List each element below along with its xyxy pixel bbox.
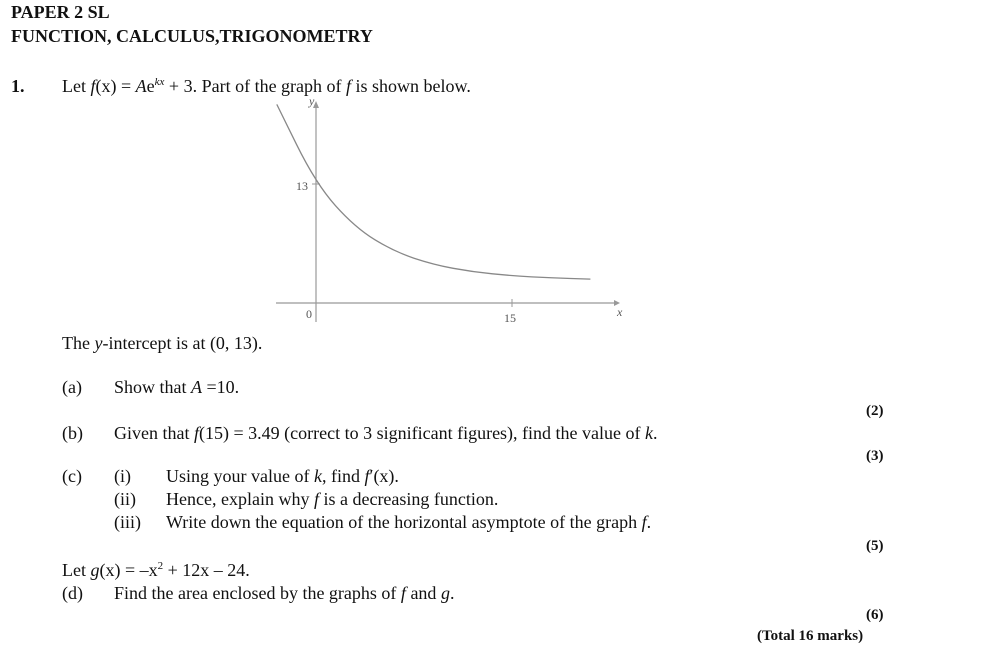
paper-subtitle: FUNCTION, CALCULUS,TRIGONOMETRY <box>11 26 373 46</box>
part-c-iii-label: (iii) <box>114 512 141 532</box>
x-axis-label: x <box>617 305 623 319</box>
y-tick-label-13: 13 <box>296 179 308 193</box>
intercept-statement: The y-intercept is at (0, 13). <box>62 333 263 353</box>
part-a-label: (a) <box>62 377 82 397</box>
question-number: 1. <box>11 76 25 96</box>
part-c-iii-text: Write down the equation of the horizontal asymptote of the graph f. <box>166 512 652 532</box>
x-tick-label-0: 0 <box>306 307 312 321</box>
question-intro: Let $f(x) = Ae^{kx} + 3$. Part of the graph of f is shown below. <box>62 76 471 96</box>
paper-title: PAPER 2 SL <box>11 2 110 22</box>
part-d-text: Find the area enclosed by the graphs of f and g. <box>114 583 455 603</box>
g-definition: Let $g(x) = -x^2 + 12x - 24$. <box>62 560 250 580</box>
part-a-marks: (2) <box>866 403 884 419</box>
part-c-i-text: Using your value of k, find f′(x). <box>166 466 399 486</box>
part-c-label: (c) <box>62 466 82 486</box>
part-c-ii-label: (ii) <box>114 489 136 509</box>
part-a-text: Show that A =10. <box>114 377 240 397</box>
function-curve <box>277 104 591 279</box>
part-b-text: Given that f(15) = 3.49 (correct to 3 significant figures), find the value of k. <box>114 423 658 443</box>
part-b-marks: (3) <box>866 448 884 464</box>
part-c-ii-text: Hence, explain why f is a decreasing function. <box>166 489 499 509</box>
part-d-marks: (6) <box>866 607 884 623</box>
total-marks: (Total 16 marks) <box>757 628 864 644</box>
part-c-i-label: (i) <box>114 466 131 486</box>
part-c-marks: (5) <box>866 538 884 554</box>
y-axis-label: y <box>309 94 315 108</box>
x-tick-label-15: 15 <box>504 311 516 325</box>
part-b-label: (b) <box>62 423 83 443</box>
part-d-label: (d) <box>62 583 83 603</box>
